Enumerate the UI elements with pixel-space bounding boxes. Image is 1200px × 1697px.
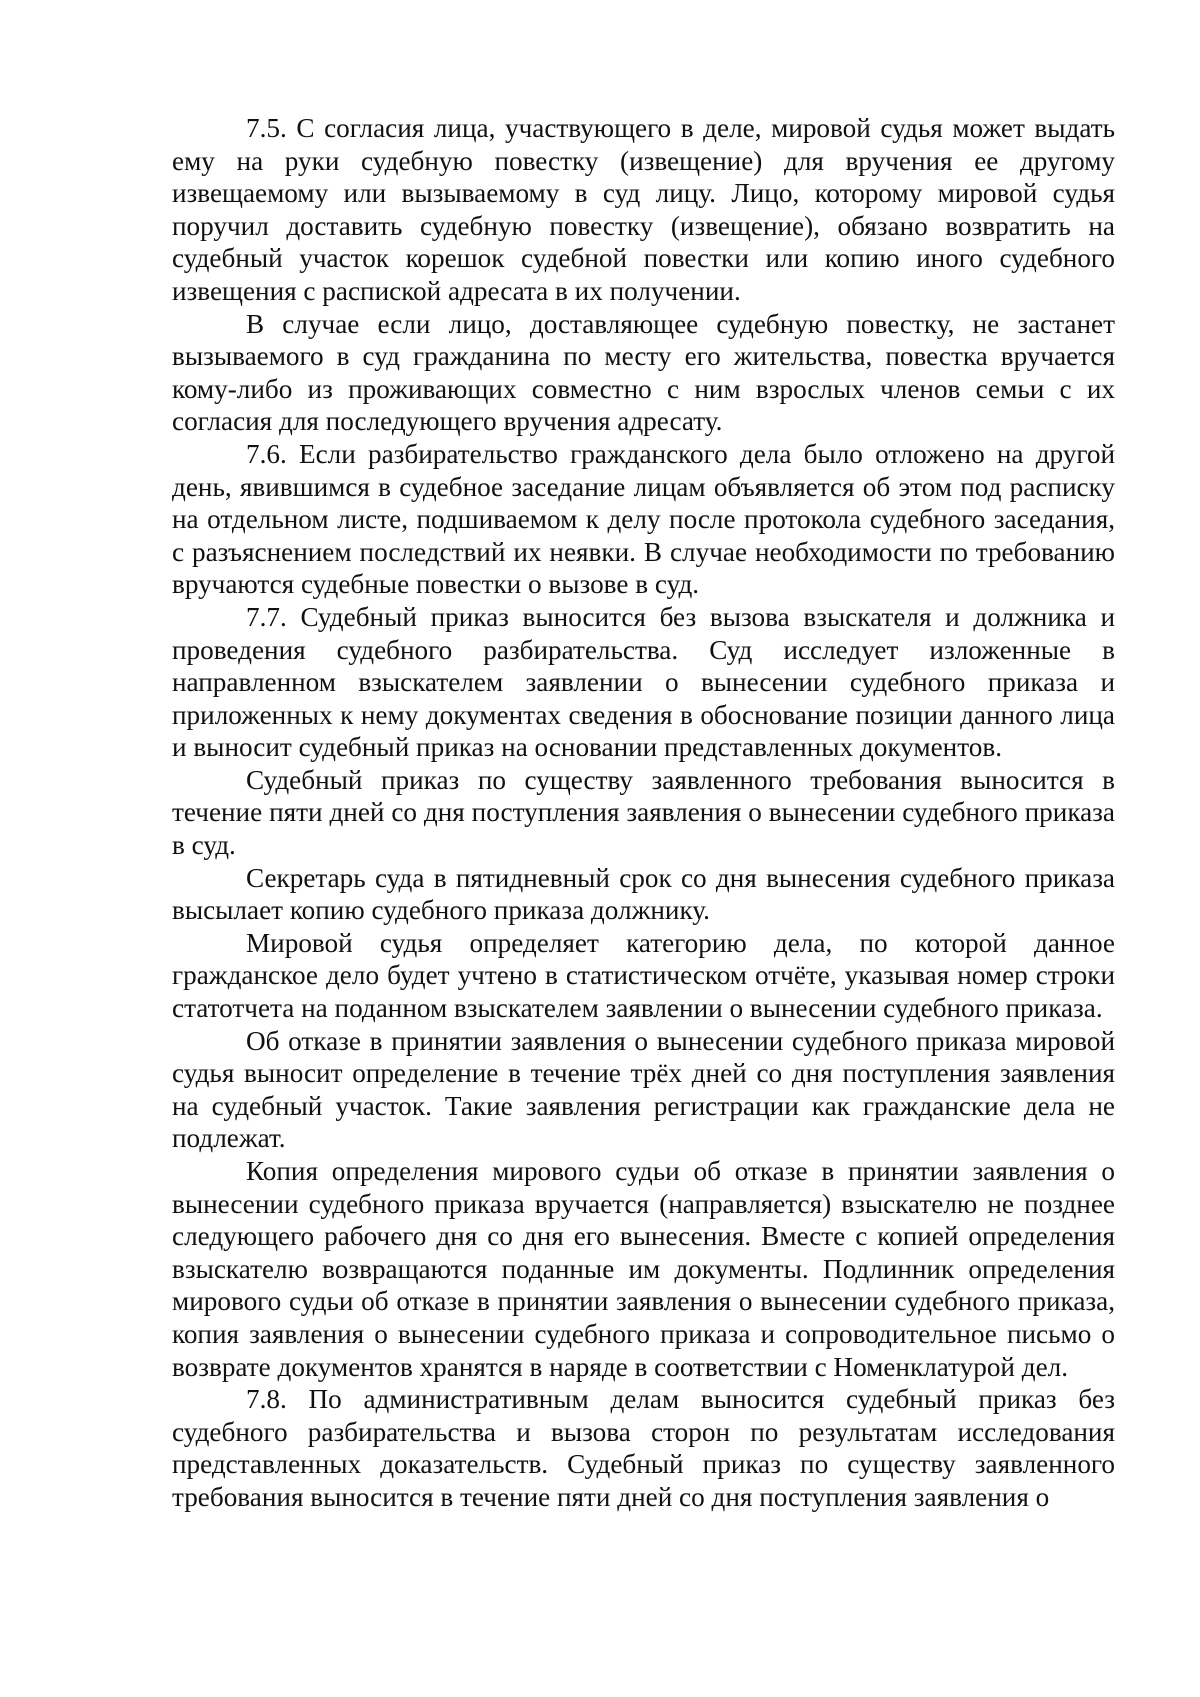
paragraph-secretary: Секретарь суда в пятидневный срок со дня вынесения судебного приказа высылает копию судебного приказа должнику. bbox=[172, 862, 1115, 926]
paragraph-7-5: 7.5. С согласия лица, участвующего в деле, мировой судья может выдать ему на руки судебную повестку (извещение) для вручения ее другому извещаемому или вызываемому в суд лицу. Лицо, которому мировой судья поручил доставить судебную повестку (извещение), обязано возвратить на судебный участок корешок судебной повестки или копию иного судебного извещения с распиской адресата в их получении. bbox=[172, 113, 1115, 306]
paragraph-order-term: Судебный приказ по существу заявленного требования выносится в течение пяти дней со дня поступления заявления о вынесении судебного приказа в суд. bbox=[172, 764, 1115, 861]
paragraph-category: Мировой судья определяет категорию дела, по которой данное гражданское дело будет учтено в статистическом отчёте, указывая номер строки статотчета на поданном взыскателем заявлении о вынесении судебного приказа. bbox=[172, 927, 1115, 1024]
paragraph-7-6: 7.6. Если разбирательство гражданского дела было отложено на другой день, явившимся в судебное заседание лицам объявляется об этом под расписку на отдельном листе, подшиваемом к делу после протокола судебного заседания, с разъяснением последствий их неявки. В случае необходимости по требованию вручаются судебные повестки о вызове в суд. bbox=[172, 438, 1115, 600]
paragraph-summons-delivery: В случае если лицо, доставляющее судебную повестку, не застанет вызываемого в суд гражданина по месту его жительства, повестка вручается кому-либо из проживающих совместно с ним взрослых членов семьи с их согласия для последующего вручения адресату. bbox=[172, 308, 1115, 437]
paragraph-7-7: 7.7. Судебный приказ выносится без вызова взыскателя и должника и проведения судебного разбирательства. Суд исследует изложенные в направленном взыскателем заявлении о вынесении судебного приказа и приложенных к нему документах сведения в обоснование позиции данного лица и выносит судебный приказ на основании представленных документов. bbox=[172, 601, 1115, 763]
document-page bbox=[172, 112, 1115, 1514]
paragraph-refusal-copy: Копия определения мирового судьи об отказе в принятии заявления о вынесении судебного приказа вручается (направляется) взыскателю не позднее следующего рабочего дня со дня его вынесения. Вместе с копией определения взыскателю возвращаются поданные им документы. Подлинник определения мирового судьи об отказе в принятии заявления о вынесении судебного приказа, копия заявления о вынесении судебного приказа и сопроводительное письмо о возврате документов хранятся в наряде в соответствии с Номенклатурой дел. bbox=[172, 1156, 1115, 1382]
paragraph-refusal: Об отказе в принятии заявления о вынесении судебного приказа мировой судья выносит определение в течение трёх дней со дня поступления заявления на судебный участок. Такие заявления регистрации как гражданские дела не подлежат. bbox=[172, 1025, 1115, 1154]
paragraph-7-8: 7.8. По административным делам выносится судебный приказ без судебного разбирательства и вызова сторон по результатам исследования представленных доказательств. Судебный приказ по существу заявленного требования выносится в течение пяти дней со дня поступления заявления о bbox=[172, 1384, 1115, 1512]
